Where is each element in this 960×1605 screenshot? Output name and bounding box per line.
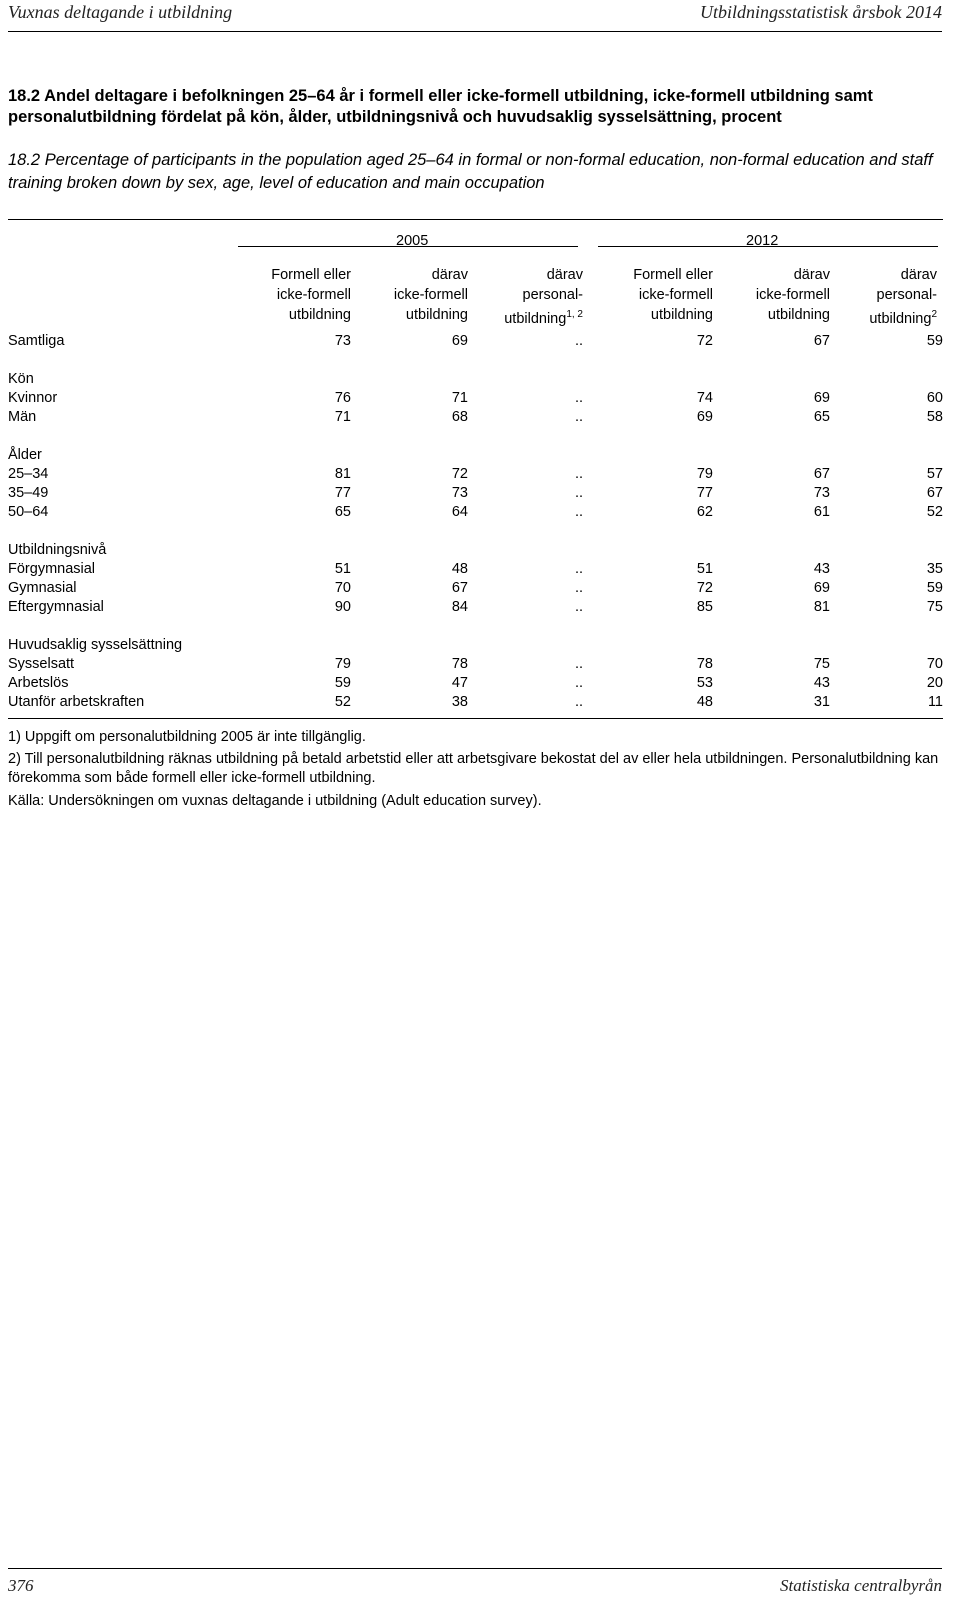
row-label: Utanför arbetskraften [8, 694, 145, 710]
cell: .. [574, 599, 583, 615]
row-label: Kvinnor [8, 390, 58, 406]
cell: 60 [926, 390, 943, 406]
column-header [710, 265, 830, 325]
group-heading: Utbildningsnivå [8, 542, 107, 558]
cell: 85 [696, 599, 713, 615]
row-label: Eftergymnasial [8, 599, 104, 615]
column-header [348, 265, 468, 325]
cell: .. [574, 390, 583, 406]
cell: 90 [334, 599, 351, 615]
column-header-text: utbildning [869, 310, 932, 327]
cell: 73 [334, 333, 351, 349]
cell: 69 [813, 580, 830, 596]
cell: .. [574, 333, 583, 349]
group-heading: Huvudsaklig sysselsättning [8, 637, 183, 653]
cell: .. [574, 466, 583, 482]
table-row [8, 409, 943, 428]
table-row [8, 466, 943, 485]
cell: 73 [813, 485, 830, 501]
cell: .. [574, 561, 583, 577]
cell: 65 [334, 504, 351, 520]
cell: 48 [696, 694, 713, 710]
year-header-2005: 2005 [396, 233, 429, 249]
running-header [8, 0, 942, 30]
cell: 72 [696, 580, 713, 596]
cell: 59 [926, 333, 943, 349]
column-header-line: därav [793, 267, 830, 283]
row-label: Gymnasial [8, 580, 77, 596]
cell: .. [574, 656, 583, 672]
cell: 59 [926, 580, 943, 596]
table-row [8, 656, 943, 675]
cell: 69 [813, 390, 830, 406]
year-2005-rule [238, 246, 578, 247]
column-header-line: personal- [522, 287, 583, 303]
cell: 52 [334, 694, 351, 710]
table-row [8, 675, 943, 694]
row-label: Arbetslös [8, 675, 69, 691]
cell: 57 [926, 466, 943, 482]
cell: 72 [696, 333, 713, 349]
cell: .. [574, 485, 583, 501]
group-heading-row [8, 447, 943, 466]
footnote-1: 1) Uppgift om personalutbildning 2005 är inte tillgänglig. [8, 729, 366, 745]
cell: 31 [813, 694, 830, 710]
cell: 71 [451, 390, 468, 406]
column-header-line: utbildning [405, 307, 468, 323]
column-header-line: icke-formell [276, 287, 351, 303]
running-header-left: Vuxnas deltagande i utbildning [8, 2, 233, 22]
row-label: Förgymnasial [8, 561, 96, 577]
cell: 51 [334, 561, 351, 577]
column-header-line [817, 305, 937, 329]
cell: 75 [926, 599, 943, 615]
cell: 67 [926, 485, 943, 501]
cell: 84 [451, 599, 468, 615]
table-row [8, 485, 943, 504]
cell: 59 [334, 675, 351, 691]
cell: 68 [451, 409, 468, 425]
column-header [817, 265, 937, 329]
footnote-marker: 1, 2 [566, 309, 583, 320]
column-header-line: Formell eller [271, 267, 351, 283]
cell: 78 [696, 656, 713, 672]
column-header-line: personal- [876, 287, 937, 303]
cell: 69 [451, 333, 468, 349]
table-row [8, 333, 943, 352]
cell: 38 [451, 694, 468, 710]
cell: 79 [334, 656, 351, 672]
group-heading: Kön [8, 371, 34, 387]
row-label: Samtliga [8, 333, 65, 349]
column-header [593, 265, 713, 325]
cell: 70 [926, 656, 943, 672]
cell: 48 [451, 561, 468, 577]
cell: 47 [451, 675, 468, 691]
cell: .. [574, 675, 583, 691]
running-header-right: Utbildningsstatistisk årsbok 2014 [699, 2, 942, 22]
table-title-swedish: 18.2 Andel deltagare i befolkningen 25–64 år i formell eller icke-formell utbildning, icke-formell utbildning samt personalutbildning fördelat på kön, ålder, utbildningsnivå och huvudsaklig sysselsättning, procent [8, 87, 873, 126]
cell: 73 [451, 485, 468, 501]
column-header [463, 265, 583, 329]
cell: 74 [696, 390, 713, 406]
cell: 52 [926, 504, 943, 520]
cell: 81 [334, 466, 351, 482]
cell: .. [574, 580, 583, 596]
cell: 58 [926, 409, 943, 425]
cell: 76 [334, 390, 351, 406]
table-row [8, 561, 943, 580]
cell: 62 [696, 504, 713, 520]
cell: 53 [696, 675, 713, 691]
cell: 77 [696, 485, 713, 501]
cell: 71 [334, 409, 351, 425]
cell: 61 [813, 504, 830, 520]
row-label: 35–49 [8, 485, 49, 501]
column-header-line: utbildning [650, 307, 713, 323]
cell: 20 [926, 675, 943, 691]
cell: 67 [451, 580, 468, 596]
cell: 35 [926, 561, 943, 577]
footnote-2: 2) Till personalutbildning räknas utbildning på betald arbetstid eller att arbetsgivare bekostat del av eller hela utbildningen. Personalutbildning kan förekomma som både formell eller icke-formell utbildning. [8, 751, 939, 786]
year-2012-rule [598, 246, 938, 247]
table-top-rule [8, 219, 943, 220]
column-header-text: utbildning [504, 310, 567, 327]
column-header-line: utbildning [288, 307, 351, 323]
cell: 43 [813, 675, 830, 691]
row-label: 25–34 [8, 466, 49, 482]
cell: 70 [334, 580, 351, 596]
source-note: Källa: Undersökningen om vuxnas deltagande i utbildning (Adult education survey). [8, 793, 542, 809]
cell: 72 [451, 466, 468, 482]
cell: 65 [813, 409, 830, 425]
column-header-line: icke-formell [393, 287, 468, 303]
cell: 69 [696, 409, 713, 425]
table-row [8, 599, 943, 618]
column-header-line: icke-formell [638, 287, 713, 303]
cell: 43 [813, 561, 830, 577]
cell: 77 [334, 485, 351, 501]
publisher-name: Statistiska centralbyrån [780, 1576, 942, 1595]
cell: 81 [813, 599, 830, 615]
row-label: Sysselsatt [8, 656, 75, 672]
cell: 78 [451, 656, 468, 672]
cell: .. [574, 409, 583, 425]
cell: 67 [813, 333, 830, 349]
cell: 51 [696, 561, 713, 577]
column-header-line: icke-formell [755, 287, 830, 303]
group-heading-row [8, 542, 943, 561]
page-number: 376 [8, 1576, 34, 1595]
row-label: 50–64 [8, 504, 49, 520]
group-heading-row [8, 371, 943, 390]
page-footer [8, 1568, 942, 1598]
table-row [8, 504, 943, 523]
footer-rule [8, 1568, 942, 1569]
cell: .. [574, 504, 583, 520]
cell: 79 [696, 466, 713, 482]
cell: 64 [451, 504, 468, 520]
column-header [231, 265, 351, 325]
group-heading-row [8, 637, 943, 656]
column-header-line: Formell eller [633, 267, 713, 283]
table-row [8, 580, 943, 599]
cell: 67 [813, 466, 830, 482]
cell: 75 [813, 656, 830, 672]
column-header-line [463, 305, 583, 329]
table-row [8, 390, 943, 409]
table-title-english: 18.2 Percentage of participants in the population aged 25–64 in formal or non-formal education, non-formal education and staff training broken down by sex, age, level of education and main occupation [8, 151, 933, 192]
footnote-marker: 2 [931, 309, 937, 320]
cell: 11 [927, 694, 943, 710]
row-label: Män [8, 409, 37, 425]
column-header-line: därav [431, 267, 468, 283]
table-row [8, 694, 943, 713]
column-header-line: utbildning [767, 307, 830, 323]
cell: .. [574, 694, 583, 710]
group-heading: Ålder [8, 447, 42, 463]
table-bottom-rule [8, 718, 943, 719]
column-header-line: därav [900, 267, 937, 283]
column-header-line: därav [546, 267, 583, 283]
header-rule [8, 31, 942, 32]
year-header-2012: 2012 [746, 233, 779, 249]
